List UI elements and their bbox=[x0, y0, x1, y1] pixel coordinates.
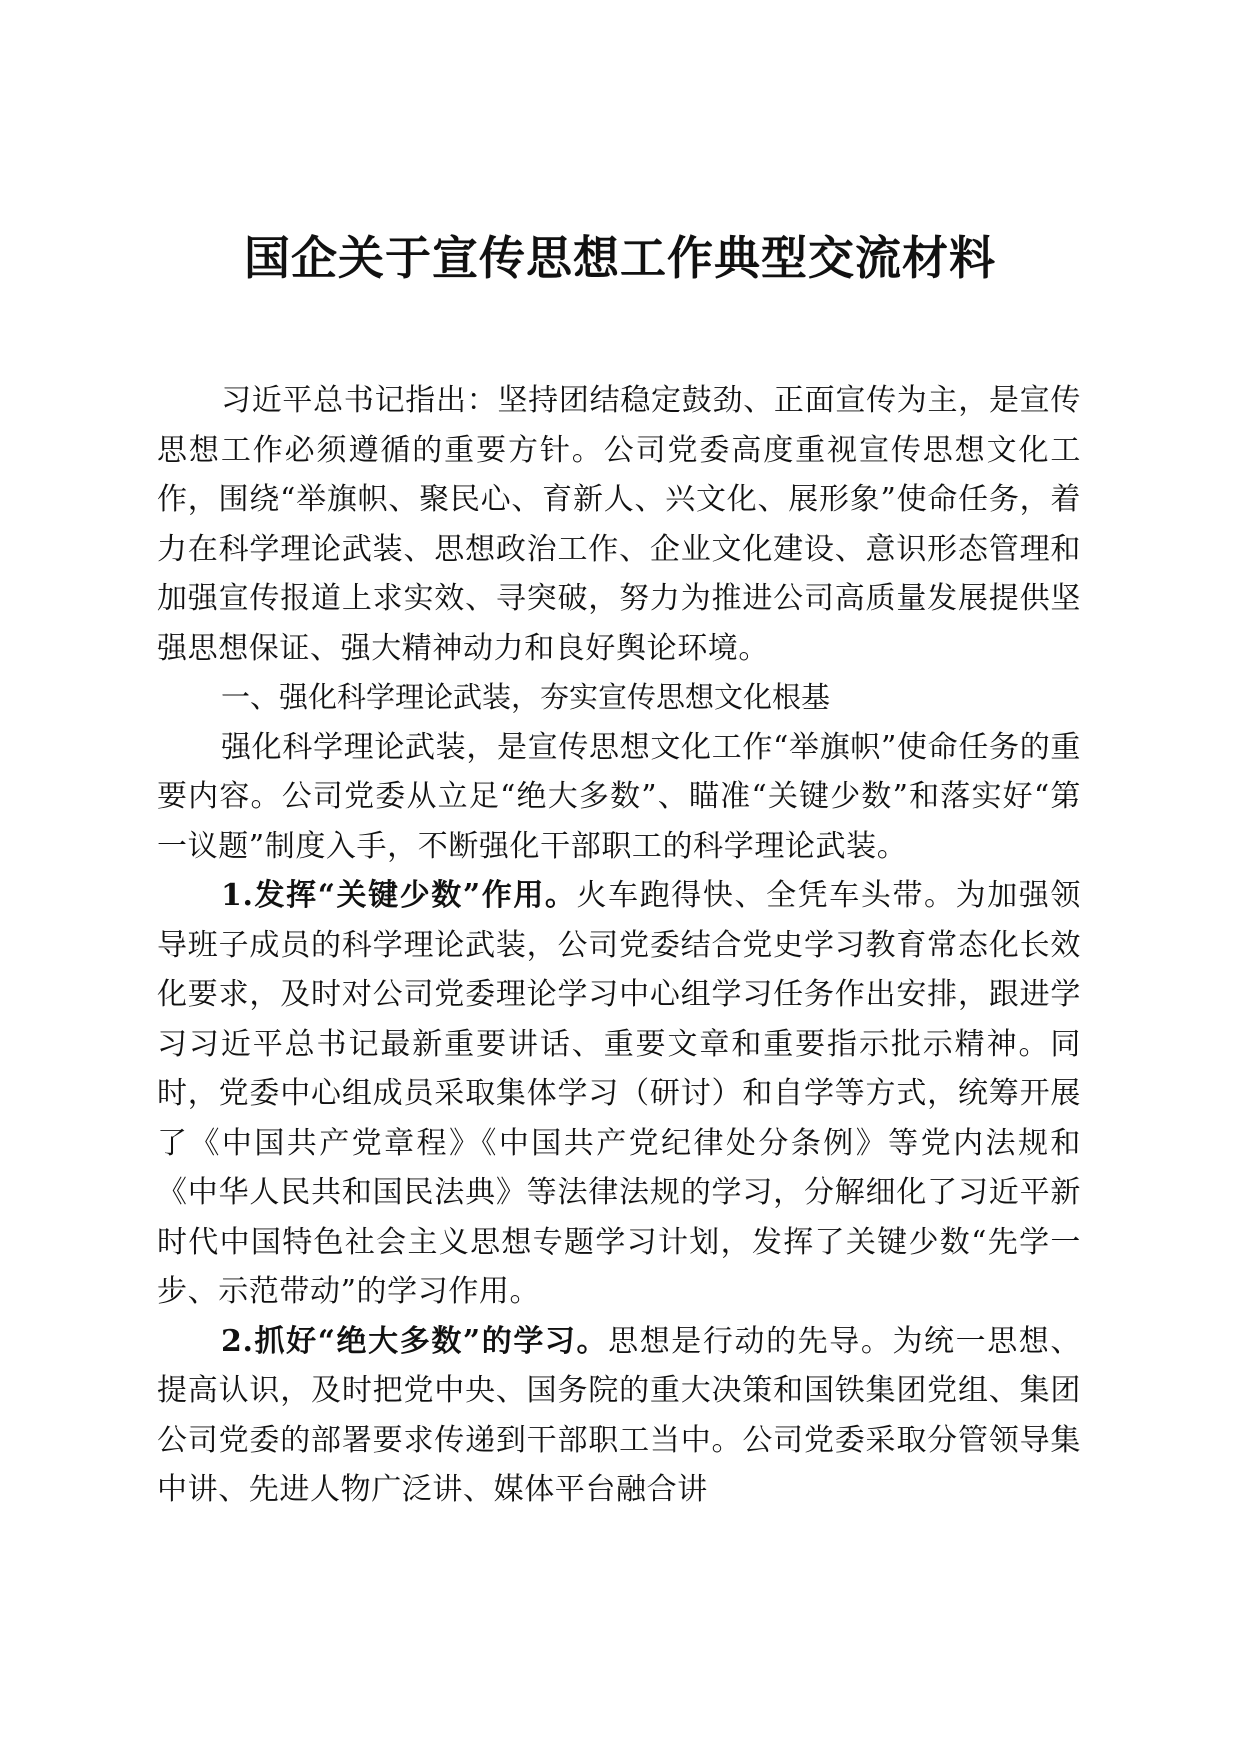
section-intro-paragraph: 强化科学理论武装，是宣传思想文化工作“举旗帜”使命任务的重要内容。公司党委从立足“绝大多数”、瞄准“关键少数”和落实好“第一议题”制度入手，不断强化干部职工的科学理论武装。 bbox=[157, 729, 1081, 864]
document-title: 国企关于宣传思想工作典型交流材料 bbox=[244, 231, 996, 285]
section-heading: 一、强化科学理论武装，夯实宣传思想文化根基 bbox=[221, 680, 831, 714]
item-paragraph-2 bbox=[157, 1317, 1081, 1515]
intro-paragraph: 习近平总书记指出：坚持团结稳定鼓劲、正面宣传为主，是宣传思想工作必须遵循的重要方针。公司党委高度重视宣传思想文化工作，围绕“举旗帜、聚民心、育新人、兴文化、展形象”使命任务，着力在科学理论武装、思想政治工作、企业文化建设、意识形态管理和加强宣传报道上求实效、寻突破，努力为推进公司高质量发展提供坚强思想保证、强大精神动力和良好舆论环境。 bbox=[157, 383, 1081, 666]
item-text-2: 思想是行动的先导。为统一思想、提高认识，及时把党中央、国务院的重大决策和国铁集团党组、集团公司党委的部署要求传递到干部职工当中。公司党委采取分管领导集中讲、先进人物广泛讲、媒体平台融合讲 bbox=[157, 1323, 1082, 1507]
item-lead-2: 2.抓好“绝大多数”的学习。 bbox=[221, 1323, 609, 1359]
item-text-1: 火车跑得快、全凭车头带。为加强领导班子成员的科学理论武装，公司党委结合党史学习教育常态化长效化要求，及时对公司党委理论学习中心组学习任务作出安排，跟进学习习近平总书记最新重要讲话、重要文章和重要指示批示精神。同时，党委中心组成员采取集体学习（研讨）和自学等方式，统筹开展了《中国共产党章程》《中国共产党纪律处分条例》等党内法规和《中华人民共和国民法典》等法律法规的学习，分解细化了习近平新时代中国特色社会主义思想专题学习计划，发挥了关键少数“先学一步、示范带动”的学习作用。 bbox=[157, 878, 1081, 1309]
document-body bbox=[157, 376, 1081, 1515]
item-lead-1: 1.发挥“关键少数”作用。 bbox=[221, 878, 577, 913]
item-paragraph-1 bbox=[157, 871, 1081, 1317]
